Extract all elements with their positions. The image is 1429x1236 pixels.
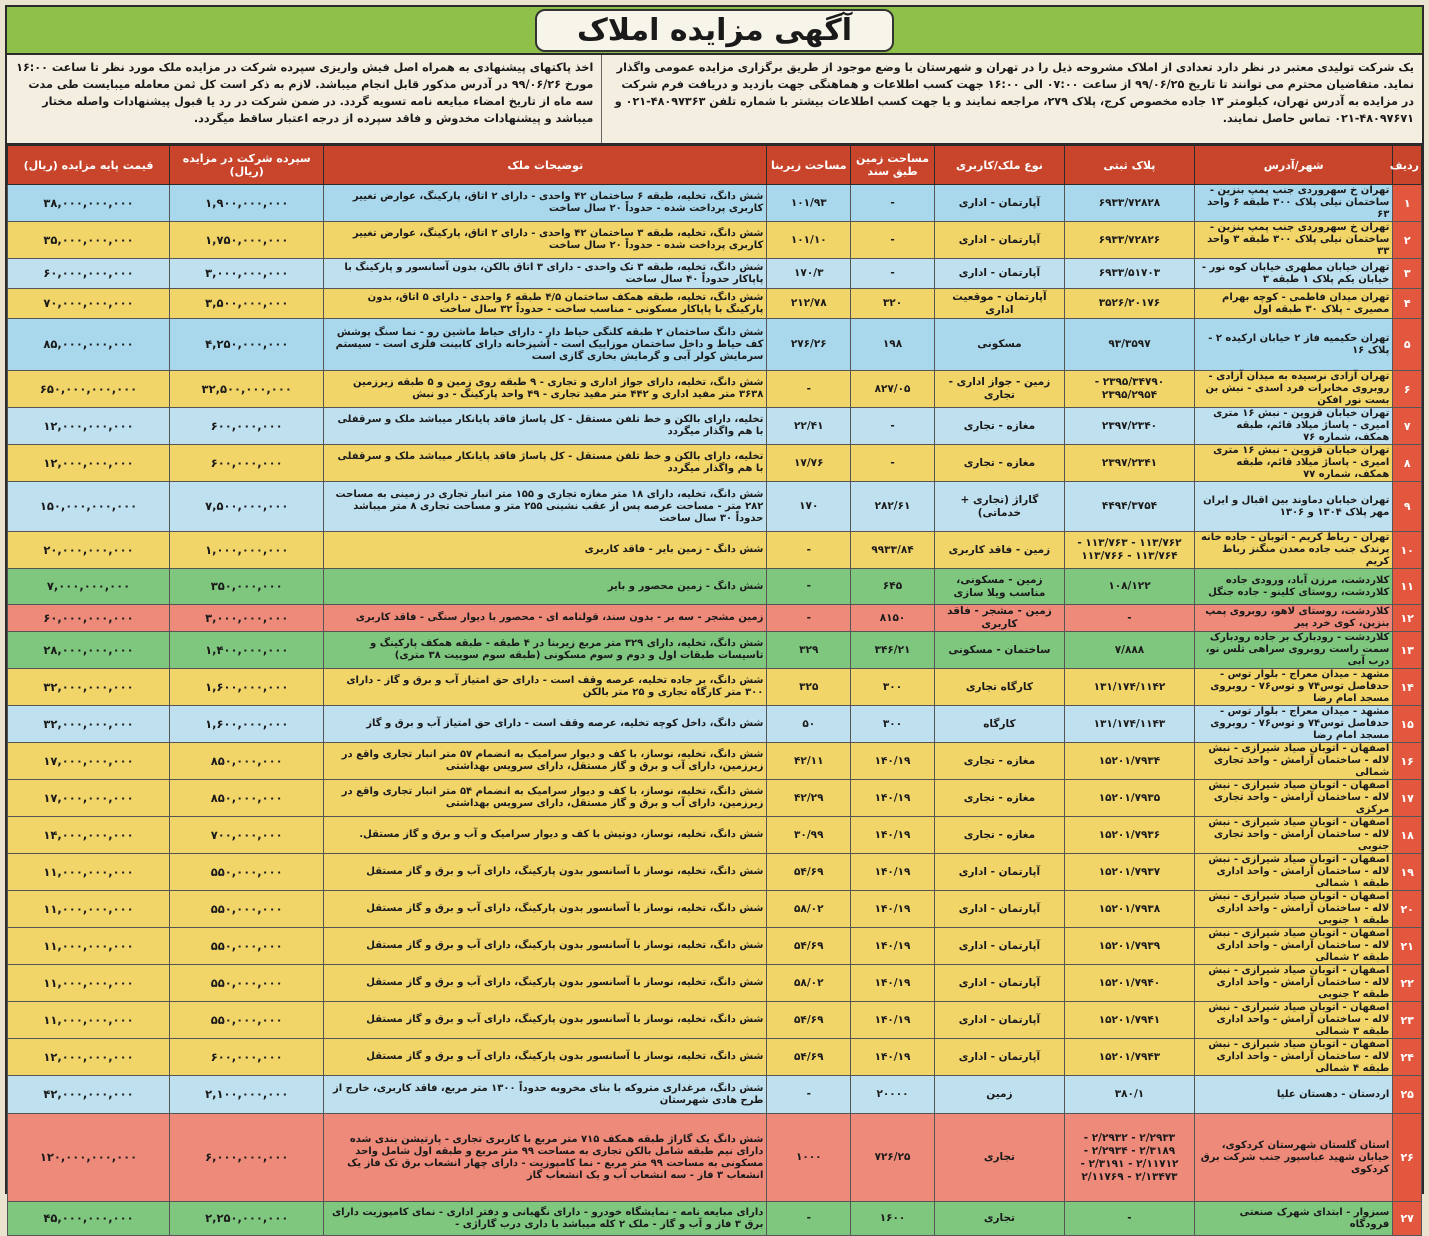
table-row	[8, 1202, 1422, 1236]
row-number: ۷	[1393, 408, 1422, 445]
row-type: آپارتمان - اداری	[934, 185, 1064, 222]
row-type: مغازه - تجاری	[934, 817, 1064, 854]
row-deposit: ۸۵۰,۰۰۰,۰۰۰	[170, 743, 324, 780]
row-base-price: ۲۸,۰۰۰,۰۰۰,۰۰۰	[8, 632, 170, 669]
row-type: آپارتمان - اداری	[934, 259, 1064, 289]
row-land-area: ۳۰۰	[851, 669, 935, 706]
row-land-area: ۱۴۰/۱۹	[851, 780, 935, 817]
row-plak: ۳۸۰/۱	[1064, 1076, 1194, 1114]
header-area: مساحت زیربنا	[767, 146, 851, 185]
table-row	[8, 854, 1422, 891]
row-number: ۲۴	[1393, 1039, 1422, 1076]
row-description: زمین مشجر - سه بر - بدون سند، قولنامه ای - محصور با دیوار سنگی - فاقد کاربری	[324, 605, 767, 632]
row-number: ۲۵	[1393, 1076, 1422, 1114]
row-built-area: ۵۸/۰۲	[767, 965, 851, 1002]
table-row	[8, 605, 1422, 632]
header-addr: شهر/آدرس	[1194, 146, 1392, 185]
row-number: ۲۳	[1393, 1002, 1422, 1039]
row-address: تهران حکیمیه فاز ۲ خیابان ارکیده ۲ - پلاک ۱۶	[1194, 319, 1392, 371]
row-type: آپارتمان - موقعیت اداری	[934, 289, 1064, 319]
row-type: آپارتمان - اداری	[934, 222, 1064, 259]
table-row	[8, 928, 1422, 965]
row-description: شش دانگ، تخلیه، نوساز با آسانسور بدون پارکینگ، دارای آب و برق و گاز مستقل	[324, 1002, 767, 1039]
row-deposit: ۳۵۰,۰۰۰,۰۰۰	[170, 569, 324, 605]
row-deposit: ۸۵۰,۰۰۰,۰۰۰	[170, 780, 324, 817]
row-description: شش دانگ، تخلیه، طبقه ۳ ساختمان ۴۲ واحدی - دارای ۲ اتاق، پارکینگ، عوارض تغییر کاربری پرداخت شده - حدوداً ۲۰ سال ساخت	[324, 222, 767, 259]
row-description: شش دانگ، تخلیه، دارای جواز اداری و تجاری - ۹ طبقه روی زمین و ۵ طبقه زیرزمین ۳۶۳۸ متر مفید اداری و ۴۴۲ متر مفید تجاری - ۴۹ واحد پارکینگ - دو نبش	[324, 371, 767, 408]
row-address: سبزوار - ابتدای شهرک صنعتی فرودگاه	[1194, 1202, 1392, 1236]
row-number: ۴	[1393, 289, 1422, 319]
row-address: اصفهان - اتوبان صیاد شیرازی - نبش لاله - ساختمان آرامش - واحد اداری طبقه ۲ شمالی	[1194, 928, 1392, 965]
row-plak: ۳۵۲۶/۲۰۱۷۶	[1064, 289, 1194, 319]
row-type: گاراژ (تجاری + خدماتی)	[934, 482, 1064, 532]
table-row	[8, 1002, 1422, 1039]
row-number: ۱۶	[1393, 743, 1422, 780]
row-base-price: ۶۰,۰۰۰,۰۰۰,۰۰۰	[8, 605, 170, 632]
row-base-price: ۱۵۰,۰۰۰,۰۰۰,۰۰۰	[8, 482, 170, 532]
row-plak: ۲۳۹۵/۳۴۷۹۰ - ۲۳۹۵/۲۹۵۴	[1064, 371, 1194, 408]
row-address: مشهد - میدان معراج - بلوار توس - حدفاصل توس۷۴ و توس۷۶ - روبروی مسجد امام رضا	[1194, 706, 1392, 743]
table-row	[8, 1039, 1422, 1076]
row-description: تخلیه، دارای بالکن و خط تلفن مستقل - کل پاساژ فاقد پایانکار میباشد ملک و سرقفلی با هم واگذار میگردد	[324, 408, 767, 445]
row-land-area: ۱۴۰/۱۹	[851, 1039, 935, 1076]
row-land-area: ۱۹۸	[851, 319, 935, 371]
row-address: اصفهان - اتوبان صیاد شیرازی - نبش لاله - ساختمان آرامش - واحد اداری طبقه ۲ جنوبی	[1194, 965, 1392, 1002]
table-row	[8, 743, 1422, 780]
row-number: ۲	[1393, 222, 1422, 259]
table-row	[8, 706, 1422, 743]
row-plak: ۱۳۱/۱۷۴/۱۱۴۳	[1064, 706, 1194, 743]
row-base-price: ۱۱,۰۰۰,۰۰۰,۰۰۰	[8, 891, 170, 928]
row-deposit: ۲,۱۰۰,۰۰۰,۰۰۰	[170, 1076, 324, 1114]
row-type: زمین - فاقد کاربری	[934, 532, 1064, 569]
row-deposit: ۵۵۰,۰۰۰,۰۰۰	[170, 965, 324, 1002]
row-deposit: ۷,۵۰۰,۰۰۰,۰۰۰	[170, 482, 324, 532]
row-base-price: ۱۱,۰۰۰,۰۰۰,۰۰۰	[8, 1002, 170, 1039]
header-deposit: سپرده شرکت در مزایده (ریال)	[170, 146, 324, 185]
intro-left-text: اخذ پاکتهای پیشنهادی به همراه اصل فیش واریزی سپرده شرکت در مزایده ملک مورد نظر تا ساعت ۱۶:۰۰ مورخ ۹۹/۰۶/۲۶ در آدرس مذکور قابل انجام میباشد. لازم به ذکر است کل ثمن معامله میبایست طی مدت سه ماه از تاریخ امضاء مبایعه نامه تسویه گردد. در ضمن شرکت در رد یا قبول پیشنهادات واصله مختار میباشد و پیشنهادات مخدوش و فاقد سپرده از درجه اعتبار ساقط میگردد.	[16, 61, 594, 125]
row-description: شش دانگ، مرغداری متروکه با بنای مخروبه حدوداً ۱۳۰۰ متر مربع، فاقد کاربری، خارج از طرح هادی شهرستان	[324, 1076, 767, 1114]
row-built-area: ۴۲/۲۹	[767, 780, 851, 817]
row-number: ۸	[1393, 445, 1422, 482]
row-base-price: ۶۵۰,۰۰۰,۰۰۰,۰۰۰	[8, 371, 170, 408]
row-number: ۹	[1393, 482, 1422, 532]
row-address: تهران - رباط کریم - اتوبان - جاده خانه پرندک جنب جاده معدن منگنز رباط کریم	[1194, 532, 1392, 569]
row-plak: ۹۳/۳۵۹۷	[1064, 319, 1194, 371]
row-number: ۱۷	[1393, 780, 1422, 817]
row-description: تخلیه، دارای بالکن و خط تلفن مستقل - کل پاساژ فاقد پایانکار میباشد ملک و سرقفلی با هم واگذار میگردد	[324, 445, 767, 482]
row-description: شش دانگ، تخلیه، نوساز با آسانسور بدون پارکینگ، دارای آب و برق و گاز مستقل	[324, 1039, 767, 1076]
row-land-area: -	[851, 222, 935, 259]
row-deposit: ۶۰۰,۰۰۰,۰۰۰	[170, 408, 324, 445]
row-description: شش دانگ، داخل کوچه تخلیه، عرصه وقف است - دارای حق امتیاز آب و برق و گاز	[324, 706, 767, 743]
row-land-area: ۹۹۳۳/۸۴	[851, 532, 935, 569]
row-plak: ۱۰۸/۱۲۲	[1064, 569, 1194, 605]
table-row	[8, 569, 1422, 605]
row-land-area: ۱۴۰/۱۹	[851, 743, 935, 780]
table-row	[8, 780, 1422, 817]
row-type: زمین - مشجر - فاقد کاربری	[934, 605, 1064, 632]
row-built-area: ۵۴/۶۹	[767, 1039, 851, 1076]
row-description: شش دانگ، تخلیه، دارای ۳۲۹ متر مربع زیربنا در ۴ طبقه - طبقه همکف پارکینگ و تاسیسات طبقات اول و دوم و سوم مسکونی (طبقه سوم سوییت ۳۸ متری)	[324, 632, 767, 669]
row-base-price: ۴۲,۰۰۰,۰۰۰,۰۰۰	[8, 1076, 170, 1114]
row-base-price: ۳۲,۰۰۰,۰۰۰,۰۰۰	[8, 706, 170, 743]
row-base-price: ۳۲,۰۰۰,۰۰۰,۰۰۰	[8, 669, 170, 706]
row-type: مغازه - تجاری	[934, 780, 1064, 817]
header-num: ردیف	[1393, 146, 1422, 185]
row-number: ۲۱	[1393, 928, 1422, 965]
row-address: تهران خیابان مطهری خیابان کوه نور - خیابان یکم پلاک ۱ طبقه ۳	[1194, 259, 1392, 289]
row-number: ۲۰	[1393, 891, 1422, 928]
row-description: شش دانگ، تخلیه، نوساز، با کف و دیوار سرامیک به انضمام ۵۷ متر انبار تجاری واقع در زیرزمین، دارای آب و برق و گاز مستقل، دارای سرویس بهداشتی	[324, 743, 767, 780]
row-description: دارای مبایعه نامه - نمایشگاه خودرو - دارای نگهبانی و دفتر اداری - نمای کامپوزیت دارای برق ۳ فاز و آب و گاز - ملک ۲ کله میباشد با داری درب گاراژی -	[324, 1202, 767, 1236]
row-built-area: ۵۴/۶۹	[767, 928, 851, 965]
row-deposit: ۳۲,۵۰۰,۰۰۰,۰۰۰	[170, 371, 324, 408]
row-type: کارگاه	[934, 706, 1064, 743]
intro-right-text: یک شرکت تولیدی معتبر در نظر دارد تعدادی از املاک مشروحه ذیل را در تهران و شهرستان با وضع موجود از طریق برگزاری مزایده عمومی واگذار نماید. متقاضیان محترم می توانند تا تاریخ ۹۹/۰۶/۲۵ از ساعت ۰۷:۰۰ الی ۱۶:۰۰ جهت کسب اطلاعات و هماهنگی جهت بازدید و دریافت فرم شرکت در مزایده به آدرس تهران، کیلومتر ۱۳ جاده مخصوص کرج، پلاک ۲۷۹، مراجعه نمایند و یا جهت کسب اطلاعات بیشتر با شماره تلفن ۴۸۰۹۷۳۶۳-۰۲۱ و ۴۸۰۹۷۶۷۱-۰۲۱ تماس حاصل نمایند.	[601, 55, 1422, 143]
row-base-price: ۱۲۰,۰۰۰,۰۰۰,۰۰۰	[8, 1114, 170, 1202]
row-land-area: ۲۰۰۰۰	[851, 1076, 935, 1114]
row-deposit: ۱,۶۰۰,۰۰۰,۰۰۰	[170, 706, 324, 743]
row-built-area: -	[767, 605, 851, 632]
property-table	[7, 145, 1422, 1236]
row-built-area: ۱۰۰۰	[767, 1114, 851, 1202]
row-number: ۳	[1393, 259, 1422, 289]
row-deposit: ۱,۶۰۰,۰۰۰,۰۰۰	[170, 669, 324, 706]
row-deposit: ۱,۴۰۰,۰۰۰,۰۰۰	[170, 632, 324, 669]
row-land-area: ۲۸۲/۶۱	[851, 482, 935, 532]
row-plak: ۲۳۹۷/۲۳۴۰	[1064, 408, 1194, 445]
row-base-price: ۱۲,۰۰۰,۰۰۰,۰۰۰	[8, 1039, 170, 1076]
row-built-area: ۳۲۹	[767, 632, 851, 669]
table-row	[8, 259, 1422, 289]
row-deposit: ۱,۷۵۰,۰۰۰,۰۰۰	[170, 222, 324, 259]
row-number: ۲۶	[1393, 1114, 1422, 1202]
row-address: تهران میدان فاطمی - کوچه بهرام مصیری - پلاک ۳۰ طبقه اول	[1194, 289, 1392, 319]
row-land-area: ۱۴۰/۱۹	[851, 891, 935, 928]
row-base-price: ۸۵,۰۰۰,۰۰۰,۰۰۰	[8, 319, 170, 371]
row-built-area: ۱۰۱/۱۰	[767, 222, 851, 259]
row-description: شش دانگ، تخلیه، طبقه ۳ تک واحدی - دارای ۳ اتاق بالکن، بدون آسانسور و پارکینگ با پاپاکار حدوداً ۴۰ سال ساخت	[324, 259, 767, 289]
row-description: شش دانگ، تخلیه، دارای ۱۸ متر مغازه تجاری و ۱۵۵ متر انبار تجاری در زمینی به مساحت ۲۸۲ متر - مساحت عرصه پس از عقب نشینی ۲۵۵ متر و مساحت تجاری ۸ متر میباشد حدوداً ۳۰ سال ساخت	[324, 482, 767, 532]
row-plak: ۲/۲۹۳۳ - ۲/۲۹۳۲ - ۲/۳۱۸۹ - ۲/۲۹۳۴ - ۲/۱۱۷۱۲ - ۲/۳۱۹۱ - ۲/۱۳۴۷۳ - ۲/۱۱۷۶۹	[1064, 1114, 1194, 1202]
row-deposit: ۱,۹۰۰,۰۰۰,۰۰۰	[170, 185, 324, 222]
row-description: شش دانگ - زمین محصور و بایر	[324, 569, 767, 605]
table-row	[8, 371, 1422, 408]
row-deposit: ۳,۰۰۰,۰۰۰,۰۰۰	[170, 259, 324, 289]
row-number: ۱۴	[1393, 669, 1422, 706]
row-address: اصفهان - اتوبان صیاد شیرازی - نبش لاله - ساختمان آرامش - واحد تجاری شمالی	[1194, 743, 1392, 780]
row-deposit: ۵۵۰,۰۰۰,۰۰۰	[170, 928, 324, 965]
intro-section	[7, 55, 1422, 145]
row-type: آپارتمان - اداری	[934, 928, 1064, 965]
row-address: اصفهان - اتوبان صیاد شیرازی - نبش لاله - ساختمان آرامش - واحد تجاری جنوبی	[1194, 817, 1392, 854]
row-address: اصفهان - اتوبان صیاد شیرازی - نبش لاله - ساختمان آرامش - واحد اداری طبقه ۱ شمالی	[1194, 854, 1392, 891]
table-row	[8, 482, 1422, 532]
row-address: تهران خ سهروردی جنب پمپ بنزین - ساختمان نیلی پلاک ۳۰۰ طبقه ۳ واحد ۳۳	[1194, 222, 1392, 259]
row-type: مغازه - تجاری	[934, 445, 1064, 482]
row-address: کلاردشت - رودبارک بر جاده رودبارک سمت راست روبروی سراهی تلس نو، درب آبی	[1194, 632, 1392, 669]
row-deposit: ۴,۲۵۰,۰۰۰,۰۰۰	[170, 319, 324, 371]
row-address: تهران خ سهروردی جنب پمپ بنزین - ساختمان نیلی پلاک ۳۰۰ طبقه ۶ واحد ۶۳	[1194, 185, 1392, 222]
row-description: شش دانگ، تخلیه، نوساز، دوتیش با کف و دیوار سرامیک و آب و برق و گاز مستقل.	[324, 817, 767, 854]
row-number: ۱۰	[1393, 532, 1422, 569]
row-land-area: ۸۱۵۰	[851, 605, 935, 632]
row-type: زمین	[934, 1076, 1064, 1114]
table-row	[8, 185, 1422, 222]
row-plak: ۱۵۲۰۱/۷۹۳۶	[1064, 817, 1194, 854]
row-base-price: ۶۰,۰۰۰,۰۰۰,۰۰۰	[8, 259, 170, 289]
row-base-price: ۱۷,۰۰۰,۰۰۰,۰۰۰	[8, 743, 170, 780]
row-deposit: ۳,۵۰۰,۰۰۰,۰۰۰	[170, 289, 324, 319]
row-land-area: ۱۴۰/۱۹	[851, 854, 935, 891]
row-description: شش دانگ - زمین بایر - فاقد کاربری	[324, 532, 767, 569]
row-plak: ۶۹۳۳/۷۲۸۲۶	[1064, 222, 1194, 259]
row-type: مغازه - تجاری	[934, 408, 1064, 445]
header-land: مساحت زمین طبق سند	[851, 146, 935, 185]
row-plak: ۱۵۲۰۱/۷۹۳۴	[1064, 743, 1194, 780]
table-row	[8, 632, 1422, 669]
row-deposit: ۶۰۰,۰۰۰,۰۰۰	[170, 445, 324, 482]
table-row	[8, 532, 1422, 569]
row-plak: ۶۹۳۳/۵۱۷۰۳	[1064, 259, 1194, 289]
row-number: ۵	[1393, 319, 1422, 371]
row-type: آپارتمان - اداری	[934, 891, 1064, 928]
table-row	[8, 289, 1422, 319]
row-address: اصفهان - اتوبان صیاد شیرازی - نبش لاله - ساختمان آرامش - واحد اداری طبقه ۳ شمالی	[1194, 1002, 1392, 1039]
row-type: ساختمان - مسکونی	[934, 632, 1064, 669]
row-number: ۱۳	[1393, 632, 1422, 669]
row-address: اصفهان - اتوبان صیاد شیرازی - نبش لاله - ساختمان آرامش - واحد اداری طبقه ۱ جنوبی	[1194, 891, 1392, 928]
row-built-area: -	[767, 532, 851, 569]
row-land-area: ۶۴۵	[851, 569, 935, 605]
table-row	[8, 319, 1422, 371]
row-number: ۱۱	[1393, 569, 1422, 605]
row-base-price: ۷۰,۰۰۰,۰۰۰,۰۰۰	[8, 289, 170, 319]
row-address: تهران خیابان قزوین - نبش ۱۶ متری امیری - پاساژ میلاد قائم، طبقه همکف، شماره ۷۶	[1194, 408, 1392, 445]
row-description: شش دانگ، تخلیه، نوساز با آسانسور بدون پارکینگ، دارای آب و برق و گاز مستقل	[324, 928, 767, 965]
row-built-area: ۱۷۰	[767, 482, 851, 532]
row-plak: ۶۹۳۳/۷۲۸۲۸	[1064, 185, 1194, 222]
row-number: ۶	[1393, 371, 1422, 408]
auction-notice	[5, 5, 1424, 1230]
row-address: اصفهان - اتوبان صیاد شیرازی - نبش لاله - ساختمان آرامش - واحد اداری طبقه ۴ شمالی	[1194, 1039, 1392, 1076]
row-land-area: ۳۲۰	[851, 289, 935, 319]
header-price: قیمت پایه مزایده (ریال)	[8, 146, 170, 185]
row-base-price: ۱۷,۰۰۰,۰۰۰,۰۰۰	[8, 780, 170, 817]
row-deposit: ۵۵۰,۰۰۰,۰۰۰	[170, 854, 324, 891]
row-built-area: ۵۰	[767, 706, 851, 743]
row-address: تهران آزادی نرسیده به میدان آزادی - روبروی مخابرات فرد اسدی - نبش بن بست نور افکن	[1194, 371, 1392, 408]
row-plak: ۱۵۲۰۱/۷۹۳۸	[1064, 891, 1194, 928]
row-built-area: ۵۴/۶۹	[767, 854, 851, 891]
row-built-area: ۲۲/۴۱	[767, 408, 851, 445]
table-body	[8, 185, 1422, 1236]
row-land-area: ۱۶۰۰	[851, 1202, 935, 1236]
row-deposit: ۲,۲۵۰,۰۰۰,۰۰۰	[170, 1202, 324, 1236]
row-address: کلاردشت، مرزن آباد، ورودی جاده کلاردشت، روستای کلینو - جاده جنگل	[1194, 569, 1392, 605]
row-base-price: ۱۱,۰۰۰,۰۰۰,۰۰۰	[8, 965, 170, 1002]
row-land-area: ۷۲۶/۲۵	[851, 1114, 935, 1202]
row-number: ۲۲	[1393, 965, 1422, 1002]
header-desc: توضیحات ملک	[324, 146, 767, 185]
row-built-area: ۴۲/۱۱	[767, 743, 851, 780]
row-land-area: ۱۴۰/۱۹	[851, 965, 935, 1002]
table-header	[8, 146, 1422, 185]
row-address: استان گلستان شهرستان کردکوی، خیابان شهید عباسپور جنب شرکت برق کردکوی	[1194, 1114, 1392, 1202]
table-row	[8, 891, 1422, 928]
row-land-area: -	[851, 408, 935, 445]
row-description: شش دانگ ساختمان ۲ طبقه کلنگی حیاط دار - دارای حیاط ماشین رو - نما سنگ پوشش کف حیاط و داخل ساختمان موزاییک است - آشپزخانه دارای کابینت فلزی است - سیستم سرمایش کولر آبی و گرمایش بخاری گازی است	[324, 319, 767, 371]
row-type: آپارتمان - اداری	[934, 854, 1064, 891]
row-number: ۱	[1393, 185, 1422, 222]
row-address: تهران خیابان دماوند بین اقبال و ایران مهر پلاک ۱۳۰۴ و ۱۳۰۶	[1194, 482, 1392, 532]
row-deposit: ۷۰۰,۰۰۰,۰۰۰	[170, 817, 324, 854]
row-number: ۲۷	[1393, 1202, 1422, 1236]
row-land-area: ۸۲۷/۰۵	[851, 371, 935, 408]
row-base-price: ۱۴,۰۰۰,۰۰۰,۰۰۰	[8, 817, 170, 854]
row-plak: ۱۵۲۰۱/۷۹۴۰	[1064, 965, 1194, 1002]
row-land-area: ۱۴۰/۱۹	[851, 817, 935, 854]
row-type: زمین - جواز اداری - تجاری	[934, 371, 1064, 408]
row-deposit: ۵۵۰,۰۰۰,۰۰۰	[170, 1002, 324, 1039]
table-row	[8, 817, 1422, 854]
header-plak: پلاک ثبتی	[1064, 146, 1194, 185]
row-base-price: ۱۱,۰۰۰,۰۰۰,۰۰۰	[8, 854, 170, 891]
row-type: زمین - مسکونی، مناسب ویلا سازی	[934, 569, 1064, 605]
table-row	[8, 1114, 1422, 1202]
row-built-area: ۲۱۲/۷۸	[767, 289, 851, 319]
row-plak: ۱۵۲۰۱/۷۹۴۳	[1064, 1039, 1194, 1076]
row-plak: ۱۱۳/۷۶۲ - ۱۱۳/۷۶۳ - ۱۱۳/۷۶۴ - ۱۱۳/۷۶۶	[1064, 532, 1194, 569]
row-plak: ۱۵۲۰۱/۷۹۳۷	[1064, 854, 1194, 891]
row-built-area: ۳۰/۹۹	[767, 817, 851, 854]
row-type: مغازه - تجاری	[934, 743, 1064, 780]
row-built-area: ۱۷۰/۳	[767, 259, 851, 289]
row-built-area: -	[767, 1202, 851, 1236]
table-row	[8, 445, 1422, 482]
row-description: شش دانگ یک گاراژ طبقه همکف ۷۱۵ متر مربع با کاربری تجاری - پارتیشن بندی شده دارای نیم طبقه شامل بالکن تجاری به مساحت ۹۹ متر مربع و طبقه اول شامل واحد مسکونی به مساحت ۹۹ متر مربع - نما کامپوزیت - دارای چهار انشعاب برق تک فاز یک انشعاب ۳ فاز - سه انشعاب آب و یک انشعاب گاز	[324, 1114, 767, 1202]
row-plak: ۱۵۲۰۱/۷۹۴۱	[1064, 1002, 1194, 1039]
table-row	[8, 965, 1422, 1002]
row-built-area: ۵۴/۶۹	[767, 1002, 851, 1039]
row-description: شش دانگ، تخلیه، نوساز با آسانسور بدون پارکینگ، دارای آب و برق و گاز مستقل	[324, 965, 767, 1002]
table-row	[8, 222, 1422, 259]
row-base-price: ۱۲,۰۰۰,۰۰۰,۰۰۰	[8, 445, 170, 482]
row-base-price: ۳۸,۰۰۰,۰۰۰,۰۰۰	[8, 185, 170, 222]
table-row	[8, 1076, 1422, 1114]
row-type: تجاری	[934, 1202, 1064, 1236]
row-description: شش دانگ، بر جاده تخلیه، عرصه وقف است - دارای حق امتیاز آب و برق و گاز - دارای ۳۰۰ متر کارگاه تجاری و ۲۵ متر بالکن	[324, 669, 767, 706]
row-type: کارگاه تجاری	[934, 669, 1064, 706]
row-type: آپارتمان - اداری	[934, 1039, 1064, 1076]
row-plak: ۴۴۹۴/۳۷۵۴	[1064, 482, 1194, 532]
row-built-area: -	[767, 371, 851, 408]
row-plak: ۲۳۹۷/۲۳۴۱	[1064, 445, 1194, 482]
row-number: ۱۸	[1393, 817, 1422, 854]
header-type: نوع ملک/کاربری	[934, 146, 1064, 185]
row-built-area: ۳۲۵	[767, 669, 851, 706]
row-base-price: ۴۵,۰۰۰,۰۰۰,۰۰۰	[8, 1202, 170, 1236]
row-built-area: ۵۸/۰۲	[767, 891, 851, 928]
row-deposit: ۶,۰۰۰,۰۰۰,۰۰۰	[170, 1114, 324, 1202]
row-description: شش دانگ، تخلیه، نوساز با آسانسور بدون پارکینگ، دارای آب و برق و گاز مستقل	[324, 891, 767, 928]
row-plak: ۱۵۲۰۱/۷۹۳۹	[1064, 928, 1194, 965]
row-description: شش دانگ، تخلیه، طبقه همکف ساختمان ۴/۵ طبقه ۶ واحدی - دارای ۵ اتاق، بدون پارکینگ با پاپاکار مسکونی - مناسب ساخت - حدوداً ۳۲ سال ساخت	[324, 289, 767, 319]
row-built-area: -	[767, 569, 851, 605]
row-description: شش دانگ، تخلیه، نوساز با آسانسور بدون پارکینگ، دارای آب و برق و گاز مستقل	[324, 854, 767, 891]
row-plak: ۱۵۲۰۱/۷۹۳۵	[1064, 780, 1194, 817]
row-land-area: -	[851, 185, 935, 222]
row-plak: ۷/۸۸۸	[1064, 632, 1194, 669]
row-number: ۱۲	[1393, 605, 1422, 632]
row-description: شش دانگ، تخلیه، نوساز، با کف و دیوار سرامیک به انضمام ۵۴ متر انبار تجاری واقع در زیرزمین، دارای آب و برق و گاز مستقل، دارای سرویس بهداشتی	[324, 780, 767, 817]
row-number: ۱۵	[1393, 706, 1422, 743]
row-base-price: ۷,۰۰۰,۰۰۰,۰۰۰	[8, 569, 170, 605]
row-address: اصفهان - اتوبان صیاد شیرازی - نبش لاله - ساختمان آرامش - واحد تجاری مرکزی	[1194, 780, 1392, 817]
row-deposit: ۱,۰۰۰,۰۰۰,۰۰۰	[170, 532, 324, 569]
row-type: آپارتمان - اداری	[934, 1002, 1064, 1039]
row-land-area: ۱۴۰/۱۹	[851, 1002, 935, 1039]
row-address: کلاردشت، روستای لاهو، روبروی پمپ بنزین، کوی خرد پیر	[1194, 605, 1392, 632]
row-built-area: ۱۰۱/۹۳	[767, 185, 851, 222]
row-plak: -	[1064, 605, 1194, 632]
row-land-area: ۳۰۰	[851, 706, 935, 743]
row-base-price: ۱۱,۰۰۰,۰۰۰,۰۰۰	[8, 928, 170, 965]
row-address: اردستان - دهستان علیا	[1194, 1076, 1392, 1114]
page-title: آگهی مزایده املاک	[535, 9, 894, 52]
row-land-area: ۱۴۰/۱۹	[851, 928, 935, 965]
row-built-area: ۱۷/۷۶	[767, 445, 851, 482]
row-type: مسکونی	[934, 319, 1064, 371]
row-address: مشهد - میدان معراج - بلوار توس - حدفاصل توس۷۴ و توس۷۶ - روبروی مسجد امام رضا	[1194, 669, 1392, 706]
row-plak: ۱۳۱/۱۷۴/۱۱۴۲	[1064, 669, 1194, 706]
row-address: تهران خیابان قزوین - نبش ۱۶ متری امیری - پاساژ میلاد قائم، طبقه همکف، شماره ۷۷	[1194, 445, 1392, 482]
row-deposit: ۵۵۰,۰۰۰,۰۰۰	[170, 891, 324, 928]
row-built-area: -	[767, 1076, 851, 1114]
row-type: آپارتمان - اداری	[934, 965, 1064, 1002]
row-land-area: -	[851, 259, 935, 289]
table-row	[8, 408, 1422, 445]
row-number: ۱۹	[1393, 854, 1422, 891]
row-base-price: ۱۲,۰۰۰,۰۰۰,۰۰۰	[8, 408, 170, 445]
row-deposit: ۶۰۰,۰۰۰,۰۰۰	[170, 1039, 324, 1076]
table-row	[8, 669, 1422, 706]
row-type: تجاری	[934, 1114, 1064, 1202]
row-base-price: ۲۰,۰۰۰,۰۰۰,۰۰۰	[8, 532, 170, 569]
row-base-price: ۳۵,۰۰۰,۰۰۰,۰۰۰	[8, 222, 170, 259]
row-plak: -	[1064, 1202, 1194, 1236]
row-description: شش دانگ، تخلیه، طبقه ۶ ساختمان ۴۲ واحدی - دارای ۲ اتاق، پارکینگ، عوارض تغییر کاربری پرداخت شده - حدوداً ۲۰ سال ساخت	[324, 185, 767, 222]
row-land-area: -	[851, 445, 935, 482]
title-bar	[7, 7, 1422, 55]
row-land-area: ۳۴۶/۲۱	[851, 632, 935, 669]
row-built-area: ۲۷۶/۲۶	[767, 319, 851, 371]
row-deposit: ۳,۰۰۰,۰۰۰,۰۰۰	[170, 605, 324, 632]
